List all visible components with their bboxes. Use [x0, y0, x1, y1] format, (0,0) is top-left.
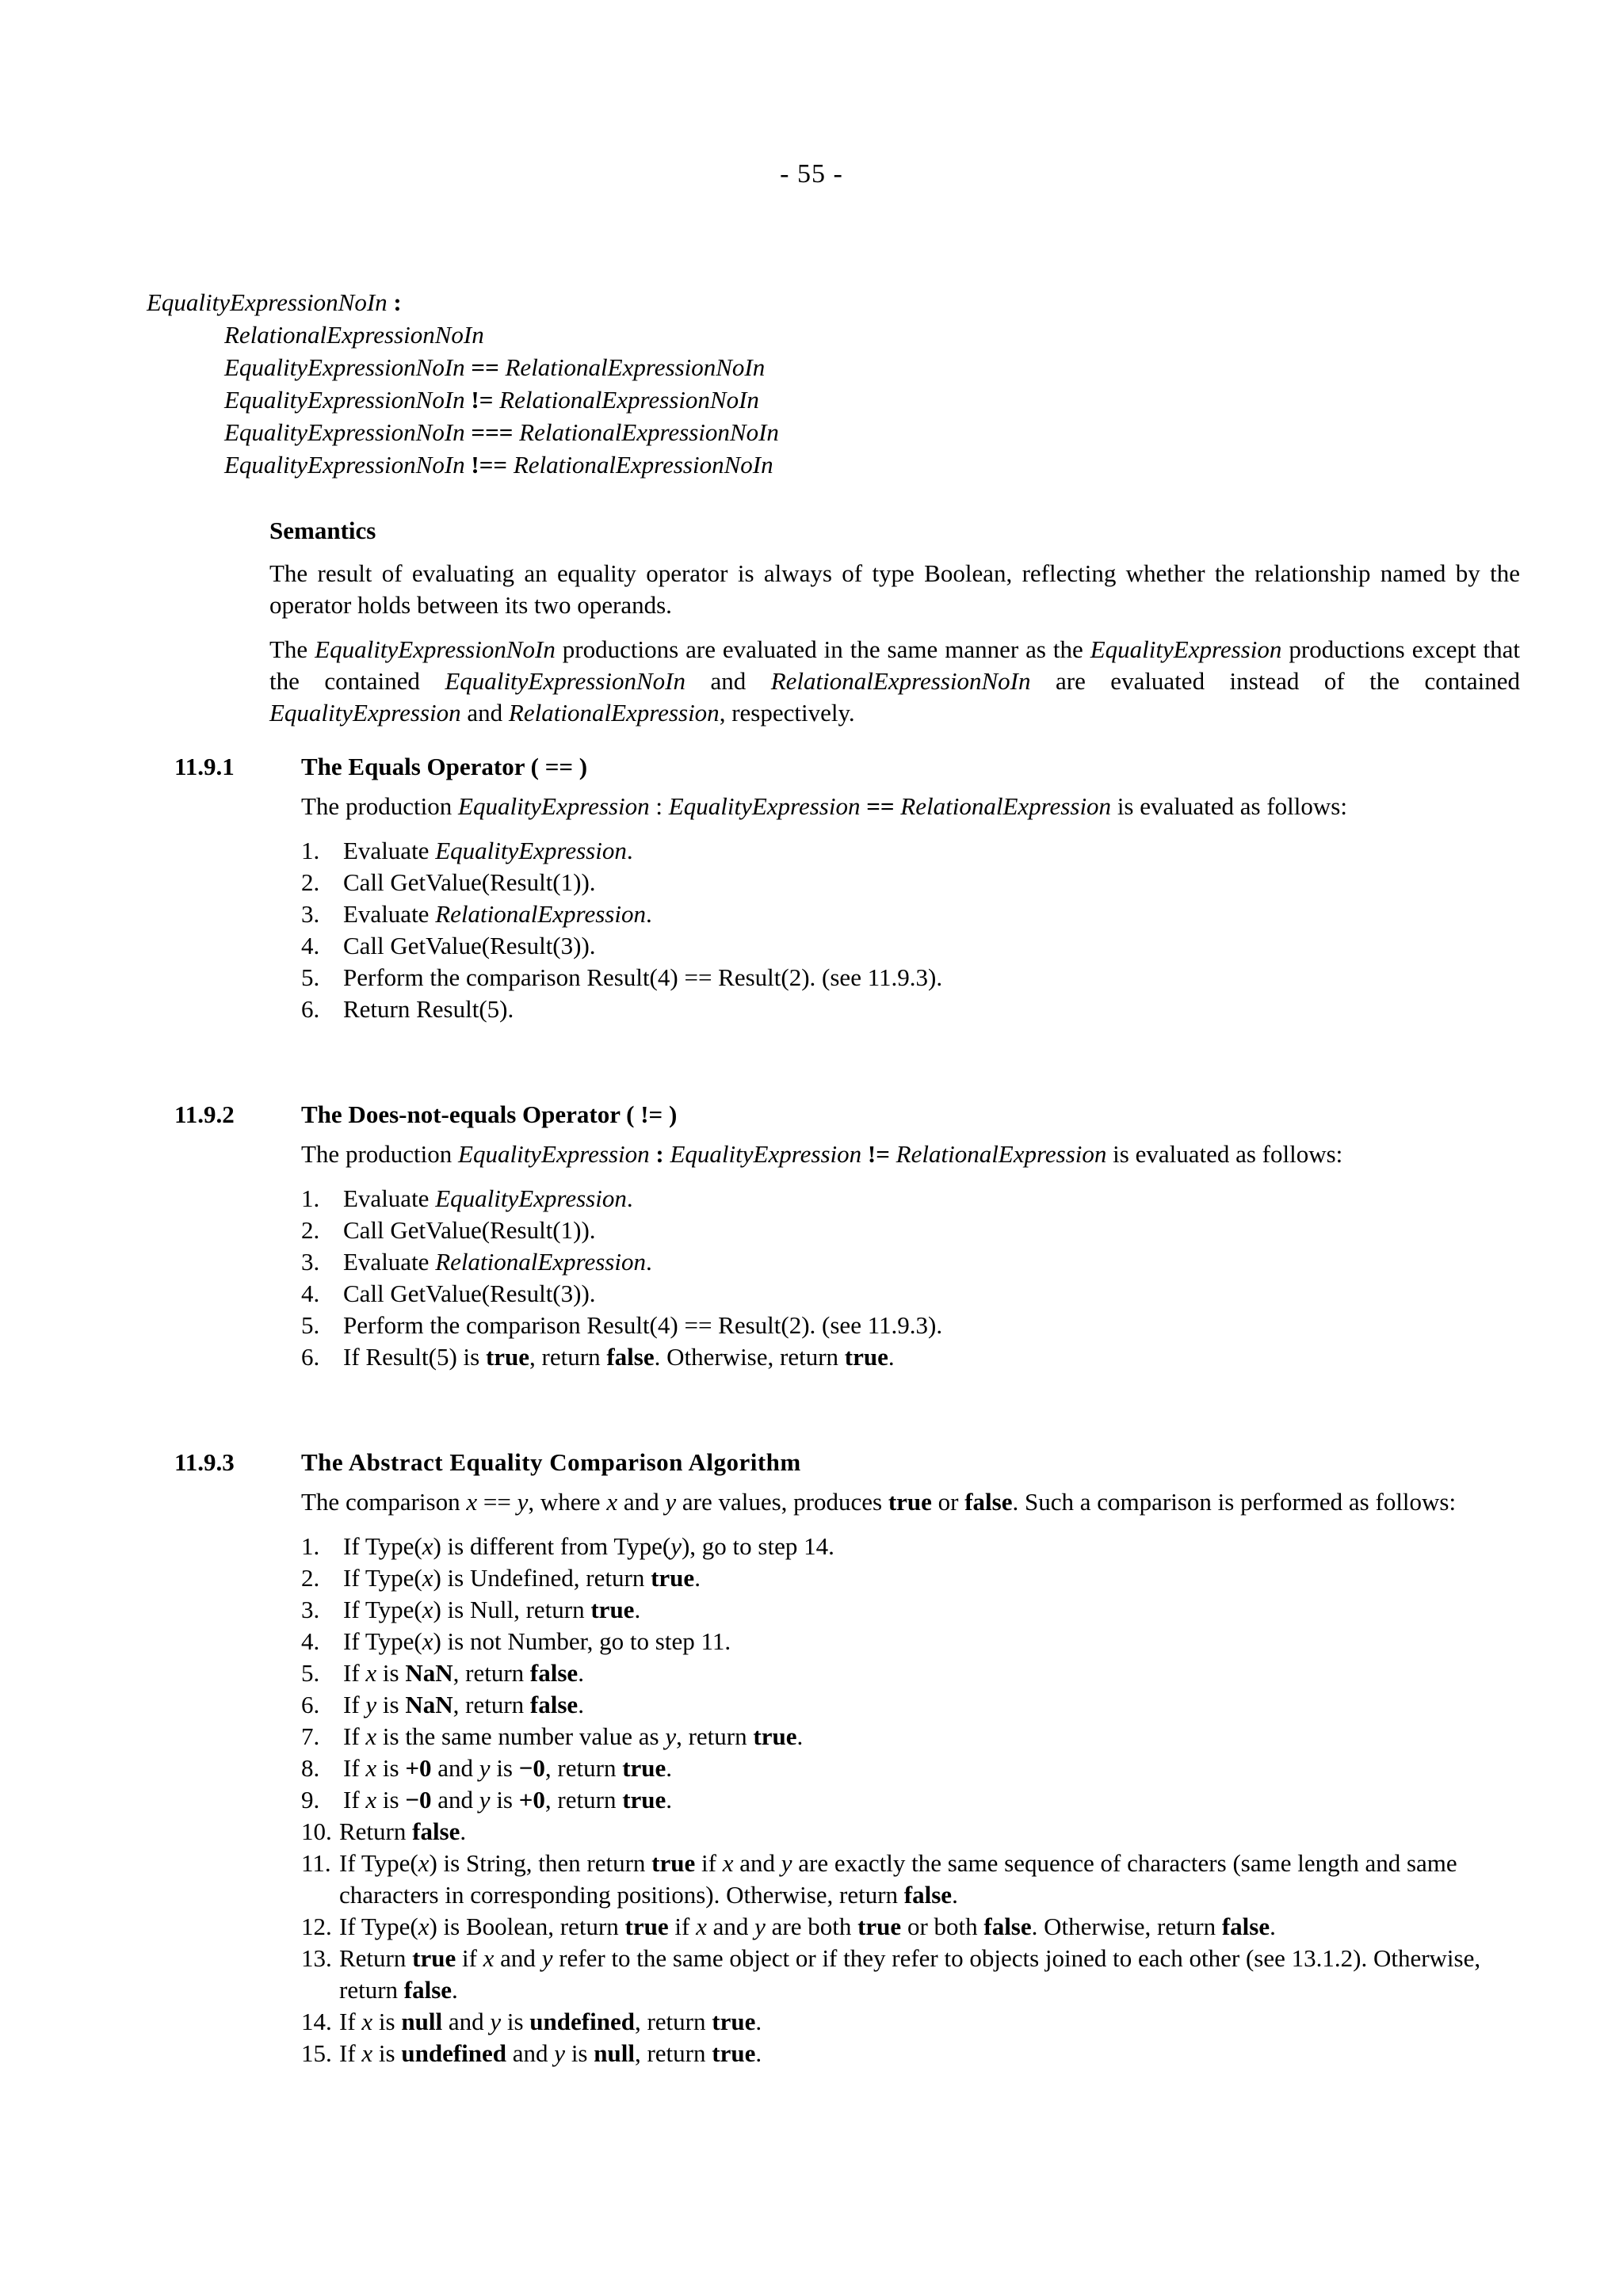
section-number: 11.9.3	[174, 1448, 235, 1476]
step-text: Return true if x and y refer to the same object or if they refer to objects joined to each other (see 13.1.2). Otherwise, return false.	[339, 1944, 1481, 2004]
list-item: 6. If y is NaN, return false.	[301, 1691, 584, 1718]
list-item: 1. Evaluate EqualityExpression.	[301, 837, 633, 864]
list-item: 11. If Type(x) is String, then return true if x and y are exactly the same sequence of characters (same length and same characters in corresponding positions). Otherwise, return false.	[301, 1849, 1457, 1909]
list-item: 9. If x is −0 and y is +0, return true.	[301, 1786, 673, 1814]
section-11-9-1	[174, 751, 1520, 1025]
list-item: 15. If x is undefined and y is null, return true.	[301, 2039, 762, 2067]
step-text: If Type(x) is different from Type(y), go to step 14.	[343, 1532, 834, 1560]
list-item: 4. If Type(x) is not Number, go to step 11.	[301, 1627, 731, 1655]
grammar-alternatives	[224, 319, 779, 482]
step-text: If Type(x) is not Number, go to step 11.	[343, 1627, 731, 1655]
grammar-production	[147, 287, 779, 482]
step-text: If x is −0 and y is +0, return true.	[343, 1786, 673, 1814]
list-item: 12. If Type(x) is Boolean, return true if x and y are both true or both false. Otherwise, return false.	[301, 1913, 1276, 1940]
list-item: 10. Return false.	[301, 1817, 467, 1845]
algorithm-steps	[301, 835, 1520, 1025]
grammar-head: EqualityExpressionNoIn :	[147, 288, 402, 316]
semantics-paragraph-2: The EqualityExpressionNoIn productions are evaluated in the same manner as the EqualityExpression productions except that the contained EqualityExpressionNoIn and RelationalExpressionNoIn are evaluated instead of the contained EqualityExpression and RelationalExpression, respectively.	[269, 635, 1521, 727]
list-item: 6. If Result(5) is true, return false. Otherwise, return true.	[301, 1343, 895, 1371]
step-text: If Type(x) is String, then return true if x and y are exactly the same sequence of characters (same length and same characters in corresponding positions). Otherwise, return false.	[339, 1849, 1457, 1909]
list-item: 5. Perform the comparison Result(4) == Result(2). (see 11.9.3).	[301, 1311, 943, 1339]
list-item: 4. Call GetValue(Result(3)).	[301, 932, 596, 959]
section-intro: The comparison x == y, where x and y are values, produces true or false. Such a comparison is performed as follows:	[301, 1488, 1457, 1516]
list-item: 5. If x is NaN, return false.	[301, 1659, 584, 1687]
section-number: 11.9.2	[174, 1100, 235, 1128]
list-item: 6. Return Result(5).	[301, 995, 514, 1023]
list-item: 3. Evaluate RelationalExpression.	[301, 900, 652, 928]
step-text: If x is null and y is undefined, return true.	[339, 2008, 762, 2035]
step-text: If Type(x) is Boolean, return true if x and y are both true or both false. Otherwise, return false.	[339, 1913, 1276, 1940]
grammar-alternative: EqualityExpressionNoIn !== RelationalExpressionNoIn	[224, 451, 773, 479]
list-item: 2. Call GetValue(Result(1)).	[301, 868, 596, 896]
step-text: If x is +0 and y is −0, return true.	[343, 1754, 673, 1782]
list-item: 7. If x is the same number value as y, return true.	[301, 1722, 804, 1750]
semantics-paragraph-1: The result of evaluating an equality operator is always of type Boolean, reflecting whether the relationship named by the operator holds between its two operands.	[269, 559, 1520, 619]
section-number: 11.9.1	[174, 753, 235, 780]
page-number: - 55 -	[780, 159, 843, 189]
algorithm-steps	[301, 1183, 1520, 1341]
list-item: 1. If Type(x) is different from Type(y), go to step 14.	[301, 1532, 834, 1560]
list-item: 3. If Type(x) is Null, return true.	[301, 1596, 641, 1623]
section-title: The Abstract Equality Comparison Algorithm	[301, 1448, 801, 1476]
step-text: If x is undefined and y is null, return true.	[339, 2039, 762, 2067]
section-11-9-3	[174, 1447, 1520, 2069]
list-item: 13. Return true if x and y refer to the same object or if they refer to objects joined to each other (see 13.1.2). Otherwise, return false.	[301, 1944, 1481, 2004]
section-11-9-2	[174, 1099, 1520, 1373]
list-item: 8. If x is +0 and y is −0, return true.	[301, 1754, 673, 1782]
section-title: The Does-not-equals Operator ( != )	[301, 1100, 678, 1128]
grammar-alternative: EqualityExpressionNoIn != RelationalExpressionNoIn	[224, 386, 759, 414]
list-item: 14. If x is null and y is undefined, return true.	[301, 2008, 762, 2035]
list-item: 2. If Type(x) is Undefined, return true.	[301, 1564, 701, 1592]
grammar-alternative: EqualityExpressionNoIn === RelationalExpressionNoIn	[224, 418, 779, 446]
semantics-heading: Semantics	[269, 517, 376, 544]
section-intro: The production EqualityExpression : EqualityExpression == RelationalExpression is evaluated as follows:	[301, 792, 1347, 820]
list-item: 3. Evaluate RelationalExpression.	[301, 1248, 652, 1276]
step-text: If Type(x) is Null, return true.	[343, 1596, 641, 1623]
semantics-section	[269, 515, 1520, 742]
algorithm-step-6	[301, 1341, 1520, 1373]
grammar-alternative: RelationalExpressionNoIn	[224, 321, 484, 349]
step-text: Return false.	[339, 1817, 467, 1845]
list-item: 4. Call GetValue(Result(3)).	[301, 1280, 596, 1307]
grammar-alternative: EqualityExpressionNoIn == RelationalExpressionNoIn	[224, 353, 766, 381]
step-text: If y is NaN, return false.	[343, 1691, 584, 1718]
section-title: The Equals Operator ( == )	[301, 753, 588, 780]
section-intro: The production EqualityExpression : EqualityExpression != RelationalExpression is evaluated as follows:	[301, 1140, 1343, 1168]
list-item: 1. Evaluate EqualityExpression.	[301, 1184, 633, 1212]
step-text: If x is the same number value as y, return true.	[343, 1722, 804, 1750]
algorithm-steps	[301, 1531, 1482, 2069]
list-item: 2. Call GetValue(Result(1)).	[301, 1216, 596, 1244]
step-text: If x is NaN, return false.	[343, 1659, 584, 1687]
list-item: 5. Perform the comparison Result(4) == Result(2). (see 11.9.3).	[301, 963, 943, 991]
step-text: If Type(x) is Undefined, return true.	[343, 1564, 701, 1592]
